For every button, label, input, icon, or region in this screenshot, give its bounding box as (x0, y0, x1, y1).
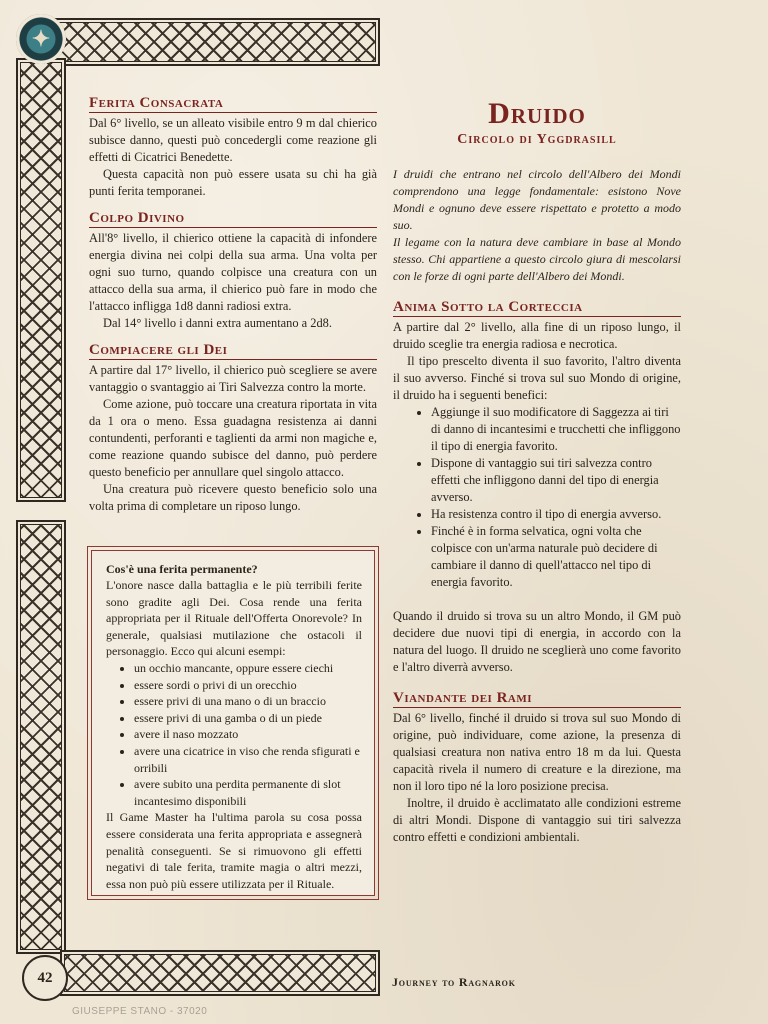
list-item: • Finché è in forma selvatica, ogni volta che colpisce con un'arma naturale può decidere di cambiare il danno di quell'attacco nel tipo di energia favorito. (431, 523, 681, 591)
intro-paragraph: Il legame con la natura deve cambiare in base al Mondo stesso. Chi appartiene a questo circolo giura di mescolarsi con le forze di ogni parte dell'Albero dei Mondi. (393, 235, 681, 283)
paragraph: Dal 6° livello, finché il druido si trova sul suo Mondo di origine, può individuare, come azione, la presenza di qualsiasi creatura non nativa entro 18 m da lui. Questa capacità rivela il numero di creature e la direzione, ma non il loro tipo né la loro posizione precisa. (393, 711, 681, 793)
class-subtitle: Circolo di Yggdrasill (457, 132, 617, 147)
class-title: Druido (488, 97, 586, 130)
section-heading: Compiacere gli Dei (89, 342, 377, 360)
paragraph: Come azione, può toccare una creatura riportata in vita da 1 ora o meno. Essa guadagna resistenza ai danni contundenti, perforanti e taglienti da armi non magiche e, come reazione quando subisce del danno, può perdere questo beneficio per annullare quel singolo attacco. (89, 397, 377, 479)
sidebar-list (106, 660, 362, 809)
list-item: • Dispone di vantaggio sui tiri salvezza contro effetti che infliggono danni del tipo di energia avverso. (431, 455, 681, 506)
section-heading: Ferita Consacrata (89, 95, 377, 113)
section-heading: Viandante dei Rami (393, 690, 681, 708)
section-heading: Colpo Divino (89, 210, 377, 228)
list-item: • Ha resistenza contro il tipo di energia avverso. (431, 506, 681, 523)
paragraph: Questa capacità non può essere usata su chi ha già punti ferita temporanei. (89, 167, 377, 198)
paragraph: A partire dal 17° livello, il chierico può scegliere se avere vantaggio o svantaggio ai Tiri Salvezza contro la morte. (89, 363, 377, 394)
paragraph: Quando il druido si trova su un altro Mondo, il GM può decidere due nuovi tipi di energia, in accordo con la natura del luogo. Il druido ne sceglierà uno come favorito e l'altro diverrà avverso. (393, 609, 681, 674)
paragraph: All'8° livello, il chierico ottiene la capacità di infondere energia divina nei colpi della sua arma. Una volta per ogni suo turno, quando colpisce una creatura con un attacco della sua arma, il chierico può fare in modo che l'attacco infligga 1d8 danni radiosi extra. (89, 231, 377, 313)
list-item: • avere una cicatrice in viso che renda sfigurati e orribili (134, 743, 362, 776)
list-item: • essere privi di una gamba o di un piede (134, 710, 362, 727)
celtic-border-top (30, 18, 380, 66)
section-compiacere-gli-dei (89, 342, 377, 515)
watermark: GIUSEPPE STANO - 37020 (72, 1006, 208, 1017)
medallion-icon (16, 14, 66, 64)
sidebar-box-permanent-wound (91, 550, 375, 896)
list-item: • essere sordi o privi di un orecchio (134, 677, 362, 694)
celtic-border-bottom (60, 950, 380, 996)
paragraph: A partire dal 2° livello, alla fine di un riposo lungo, il druido sceglie tra energia radiosa e necrotica. (393, 320, 681, 351)
section-colpo-divino (89, 210, 377, 332)
paragraph: Inoltre, il druido è acclimatato alle condizioni estreme di altri Mondi. Dispone di vantaggio sui tiri salvezza contro effetti e condizioni ambientali. (393, 796, 681, 844)
benefits-list (393, 404, 681, 591)
celtic-border-left-upper (16, 58, 66, 502)
left-column (89, 95, 377, 525)
raven-icon: ✦ (31, 26, 51, 51)
paragraph: Il tipo prescelto diventa il suo favorito, l'altro diventa il suo avverso. Finché si trova sul suo Mondo di origine, il druido ha i seguenti benefici: (393, 354, 681, 402)
list-item: • essere privi di una mano o di un braccio (134, 693, 362, 710)
right-column (393, 98, 681, 856)
paragraph: Dal 6° livello, se un alleato visibile entro 9 m dal chierico subisce danno, questi può concedergli come reazione gli effetti di Cicatrici Benedette. (89, 116, 377, 164)
sidebar-outro: Il Game Master ha l'ultima parola su cosa possa essere considerata una ferita appropriata e assegnerà penalità conseguenti. Se si rimuovono gli effetti negativi di tale ferita, tramite magia o altri mezzi, essa non può più essere utilizzata per il Rituale. (106, 810, 362, 891)
sidebar-intro: L'onore nasce dalla battaglia e le più terribili ferite sono gradite agli Dei. Cosa rende una ferita appropriata per il Rituale dell'Offerta Onorevole? In generale, qualsiasi mutilazione che ostacoli il personaggio. Ecco qui alcuni esempi: (106, 578, 362, 659)
sidebar-title: Cos'è una ferita permanente? (106, 562, 258, 576)
list-item: • Aggiunge il suo modificatore di Saggezza ai tiri di danno di incantesimi e trucchetti che infliggono il tipo di energia favorito. (431, 404, 681, 455)
intro-paragraph: I druidi che entrano nel circolo dell'Albero dei Mondi comprendono una legge fondamentale: esistono Nove Mondi e ognuno deve essere rispettato e protetto a modo suo. (393, 167, 681, 232)
section-anima-sotto-la-corteccia (393, 299, 681, 676)
list-item: • avere subito una perdita permanente di slot incantesimo disponibili (134, 776, 362, 809)
page-number: 42 (22, 955, 68, 1001)
paragraph: Dal 14° livello i danni extra aumentano a 2d8. (103, 316, 332, 330)
section-viandante-dei-rami (393, 690, 681, 846)
section-ferita-consacrata (89, 95, 377, 200)
list-item: • un occhio mancante, oppure essere ciechi (134, 660, 362, 677)
book-title: Journey to Ragnarok (392, 975, 516, 989)
list-item: • avere il naso mozzato (134, 726, 362, 743)
celtic-border-left-lower (16, 520, 66, 954)
paragraph: Una creatura può ricevere questo beneficio solo una volta prima di completare un riposo lungo. (89, 482, 377, 513)
section-heading: Anima Sotto la Corteccia (393, 299, 681, 317)
